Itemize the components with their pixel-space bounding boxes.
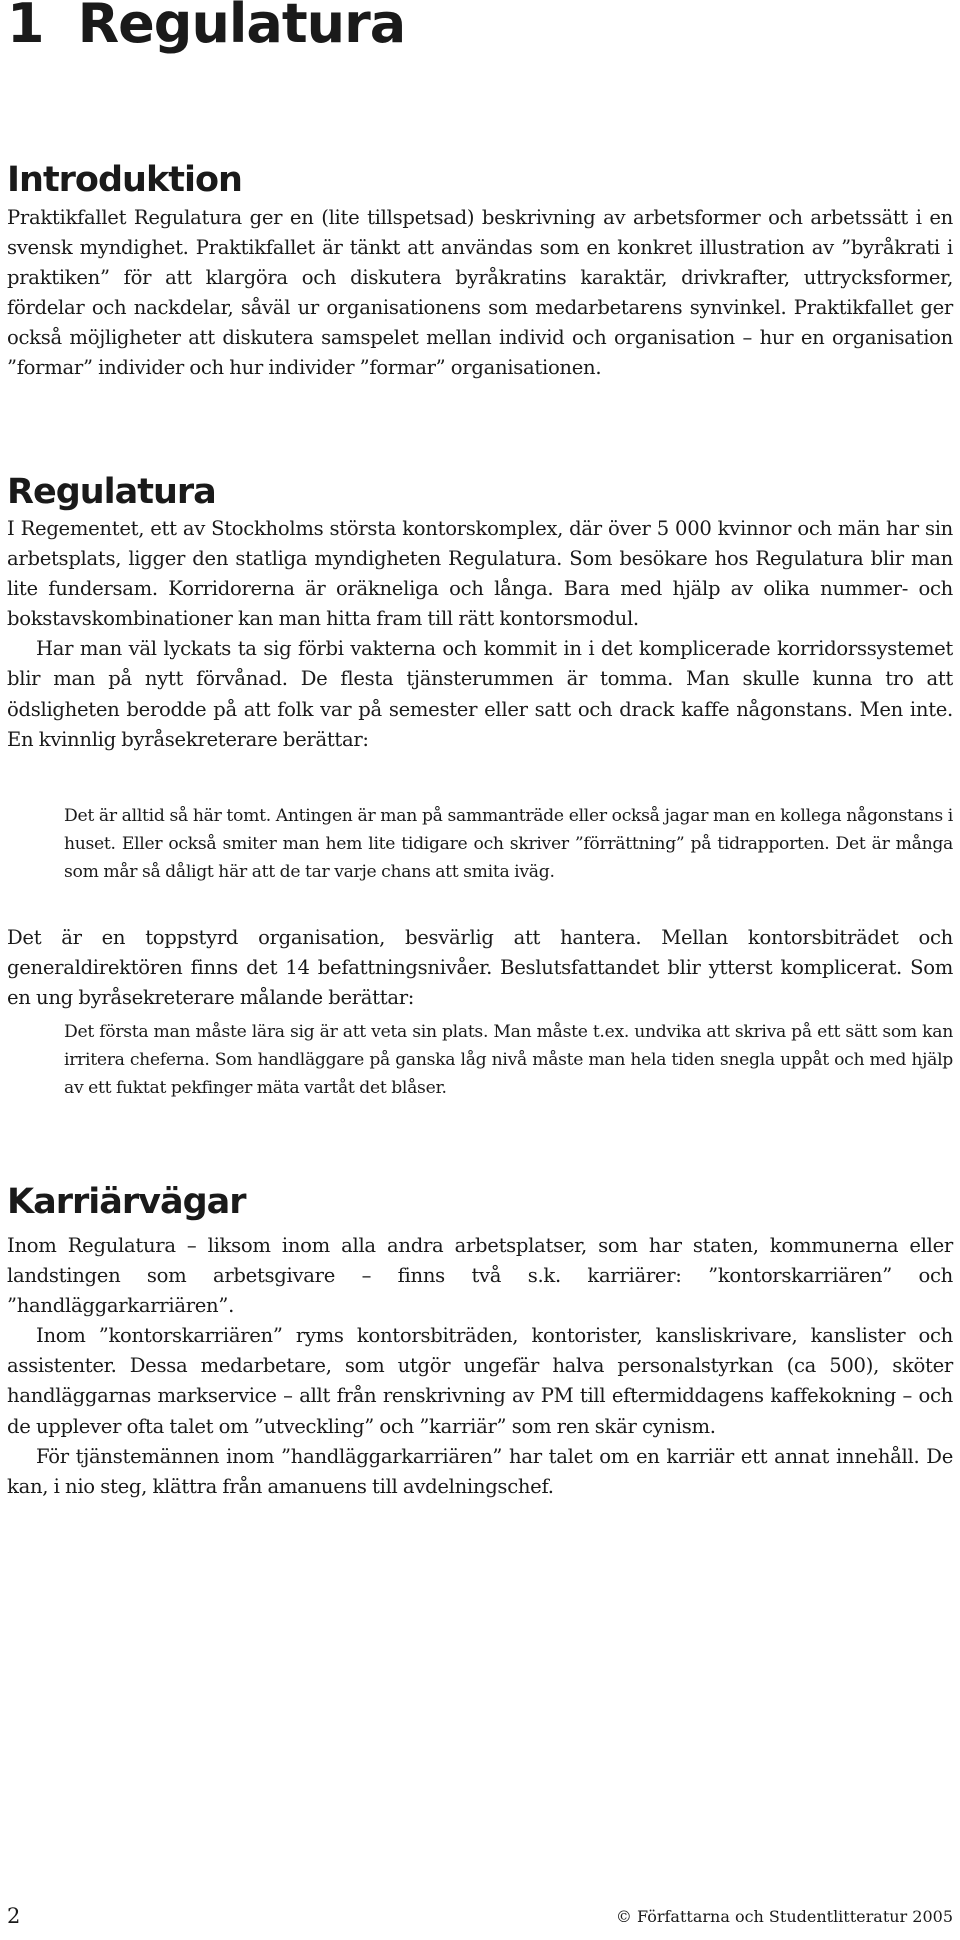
section-heading-regulatura: Regulatura bbox=[7, 472, 216, 512]
paragraph: Det är en toppstyrd organisation, besvärlig att hantera. Mellan kontorsbiträdet och generaldirektören finns det 14 befattningsnivåer. Beslutsfattandet blir ytterst komplicerat. Som en ung byråsekreterare målande berättar: bbox=[7, 926, 953, 1010]
section-heading-karriarvagar: Karriärvägar bbox=[7, 1182, 246, 1222]
paragraph: Praktikfallet Regulatura ger en (lite tillspetsad) beskrivning av arbetsformer och arbetssätt i en svensk myndighet. Praktikfallet är tänkt att användas som en konkret illustration av ”byråkrati i praktiken” för att klargöra och diskutera byråkratins karaktär, drivkrafter, uttrycksformer, fördelar och nackdelar, såväl ur organisationens som medarbetarens synvinkel. Praktikfallet ger också möjligheter att diskutera samspelet mellan individ och organisation – hur en organisation ”formar” individer och hur individer ”formar” organisationen. bbox=[7, 206, 953, 380]
paragraph: Inom Regulatura – liksom inom alla andra arbetsplatser, som har staten, kommunerna eller landstingen som arbetsgivare – finns två s.k. karriärer: ”kontorskarriären” och ”handläggarkarriären”. bbox=[7, 1234, 953, 1318]
regulatura-middle bbox=[7, 923, 953, 1013]
paragraph: För tjänstemännen inom ”handläggarkarriären” har talet om en karriär ett annat innehåll. De kan, i nio steg, klättra från amanuens till avdelningschef. bbox=[7, 1444, 953, 1498]
paragraph: Har man väl lyckats ta sig förbi vakterna och kommit in i det komplicerade korridorssystemet blir man på nytt förvånad. De flesta tjänsterummen är tomma. Man skulle kunna tro att ödsligheten berodde på att folk var på semester eller satt och drack kaffe någonstans. Men inte. En kvinnlig byråsekreterare berättar: bbox=[7, 637, 953, 751]
karriar-body bbox=[7, 1231, 953, 1502]
regulatura-body bbox=[7, 514, 953, 755]
copyright-notice: © Författarna och Studentlitteratur 2005 bbox=[615, 1907, 953, 1926]
chapter-title bbox=[7, 0, 405, 54]
block-quote-1 bbox=[64, 802, 953, 886]
paragraph: Inom ”kontorskarriären” ryms kontorsbiträden, kontorister, kansliskrivare, kanslister och assistenter. Dessa medarbetare, som utgör ungefär halva personalstyrkan (ca 500), sköter handläggarnas markservice – allt från renskrivning av PM till eftermiddagens kaffekokning – och de upplever ofta talet om ”utveckling” och ”karriär” som ren skär cynism. bbox=[7, 1324, 953, 1438]
intro-body bbox=[7, 203, 953, 384]
quote-text: Det är alltid så här tomt. Antingen är man på sammanträde eller också jagar man en kollega någonstans i huset. Eller också smiter man hem lite tidigare och skriver ”förrättning” på tidrapporten. Det är många som mår så dåligt här att de tar varje chans att smita iväg. bbox=[64, 806, 953, 883]
document-page bbox=[7, 0, 960, 1940]
block-quote-2 bbox=[64, 1018, 953, 1102]
paragraph: I Regementet, ett av Stockholms största kontorskomplex, där över 5 000 kvinnor och män har sin arbetsplats, ligger den statliga myndigheten Regulatura. Som besökare hos Regulatura blir man lite fundersam. Korridorerna är oräkneliga och långa. Bara med hjälp av olika nummer- och bokstavskombinationer kan man hitta fram till rätt kontorsmodul. bbox=[7, 517, 953, 631]
page-number: 2 bbox=[7, 1904, 21, 1928]
chapter-number: 1 bbox=[7, 0, 44, 55]
chapter-title-text: Regulatura bbox=[77, 0, 406, 55]
section-heading-introduktion: Introduktion bbox=[7, 160, 242, 200]
quote-text: Det första man måste lära sig är att veta sin plats. Man måste t.ex. undvika att skriva på ett sätt som kan irritera cheferna. Som handläggare på ganska låg nivå måste man hela tiden snegla uppåt och med hjälp av ett fuktat pekfinger mäta vartåt det blåser. bbox=[64, 1022, 953, 1099]
